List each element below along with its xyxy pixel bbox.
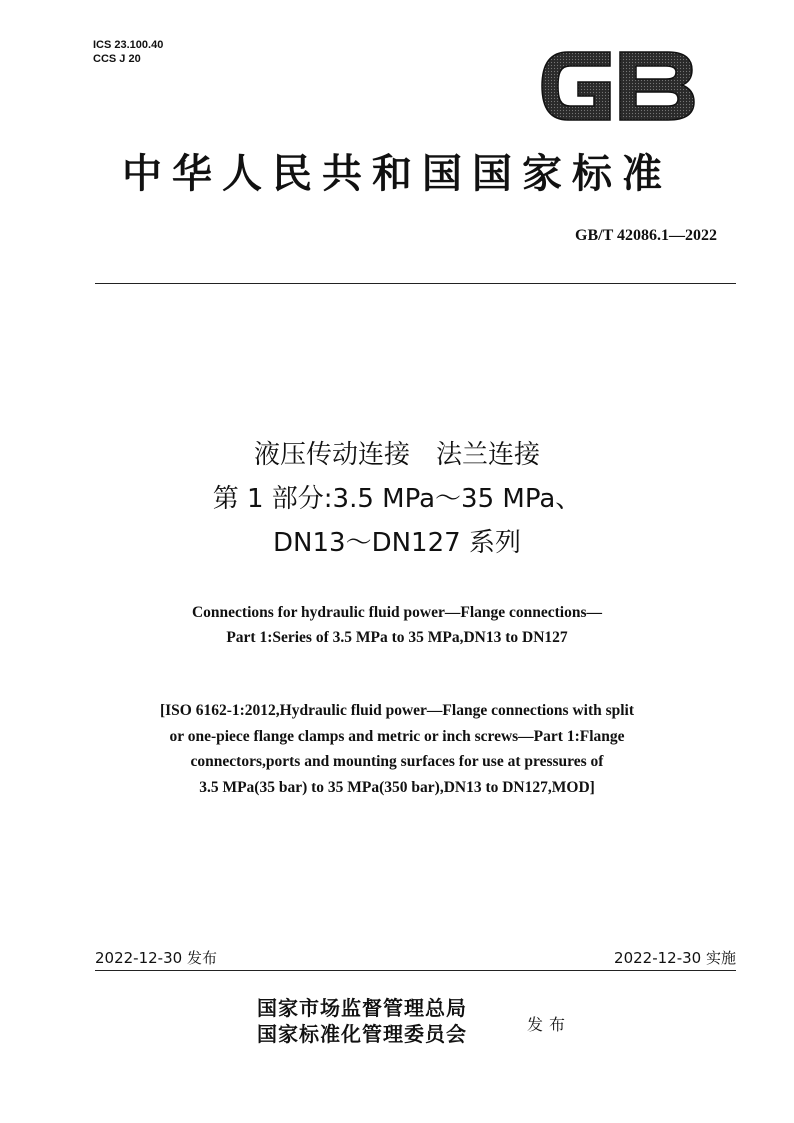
english-title-line-1: Connections for hydraulic fluid power—Flange connections— (191, 604, 603, 621)
iso-reference-line-3: connectors,ports and mounting surfaces for use at pressures of (190, 753, 604, 770)
classification-codes (93, 38, 163, 66)
standard-title: 中华人民共和国国家标准 (122, 151, 672, 197)
issuing-authorities (257, 995, 467, 1047)
chinese-title-line-3: DN13～DN127 系列 (273, 528, 521, 558)
chinese-title (0, 433, 794, 565)
chinese-title-line-1: 液压传动连接 法兰连接 (253, 440, 540, 470)
publish-date: 2022-12-30 发布 (95, 949, 217, 967)
iso-reference-line-2: or one-piece flange clamps and metric or inch screws—Part 1:Flange (169, 727, 625, 745)
issuer-sac: 国家标准化管理委员会 (257, 1022, 467, 1046)
gb-logo (538, 46, 698, 126)
iso-reference (0, 698, 794, 800)
header-divider (95, 283, 736, 284)
iso-reference-line-4: 3.5 MPa(35 bar) to 35 MPa(350 bar),DN13 to DN127,MOD] (199, 778, 595, 796)
issuer-samr: 国家市场监督管理总局 (257, 996, 467, 1020)
issue-label: 发布 (527, 1015, 572, 1034)
ics-code: ICS 23.100.40 (93, 39, 164, 51)
iso-reference-line-1: [ISO 6162-1:2012,Hydraulic fluid power—Flange connections with split (159, 702, 635, 719)
footer-divider (95, 970, 736, 971)
ccs-code: CCS J 20 (93, 53, 141, 65)
english-title-line-2: Part 1:Series of 3.5 MPa to 35 MPa,DN13 to DN127 (226, 629, 568, 646)
english-title (0, 600, 794, 650)
implement-date: 2022-12-30 实施 (614, 949, 736, 967)
standard-code: GB/T 42086.1—2022 (575, 227, 717, 244)
chinese-title-line-2: 第 1 部分:3.5 MPa～35 MPa、 (212, 484, 582, 514)
